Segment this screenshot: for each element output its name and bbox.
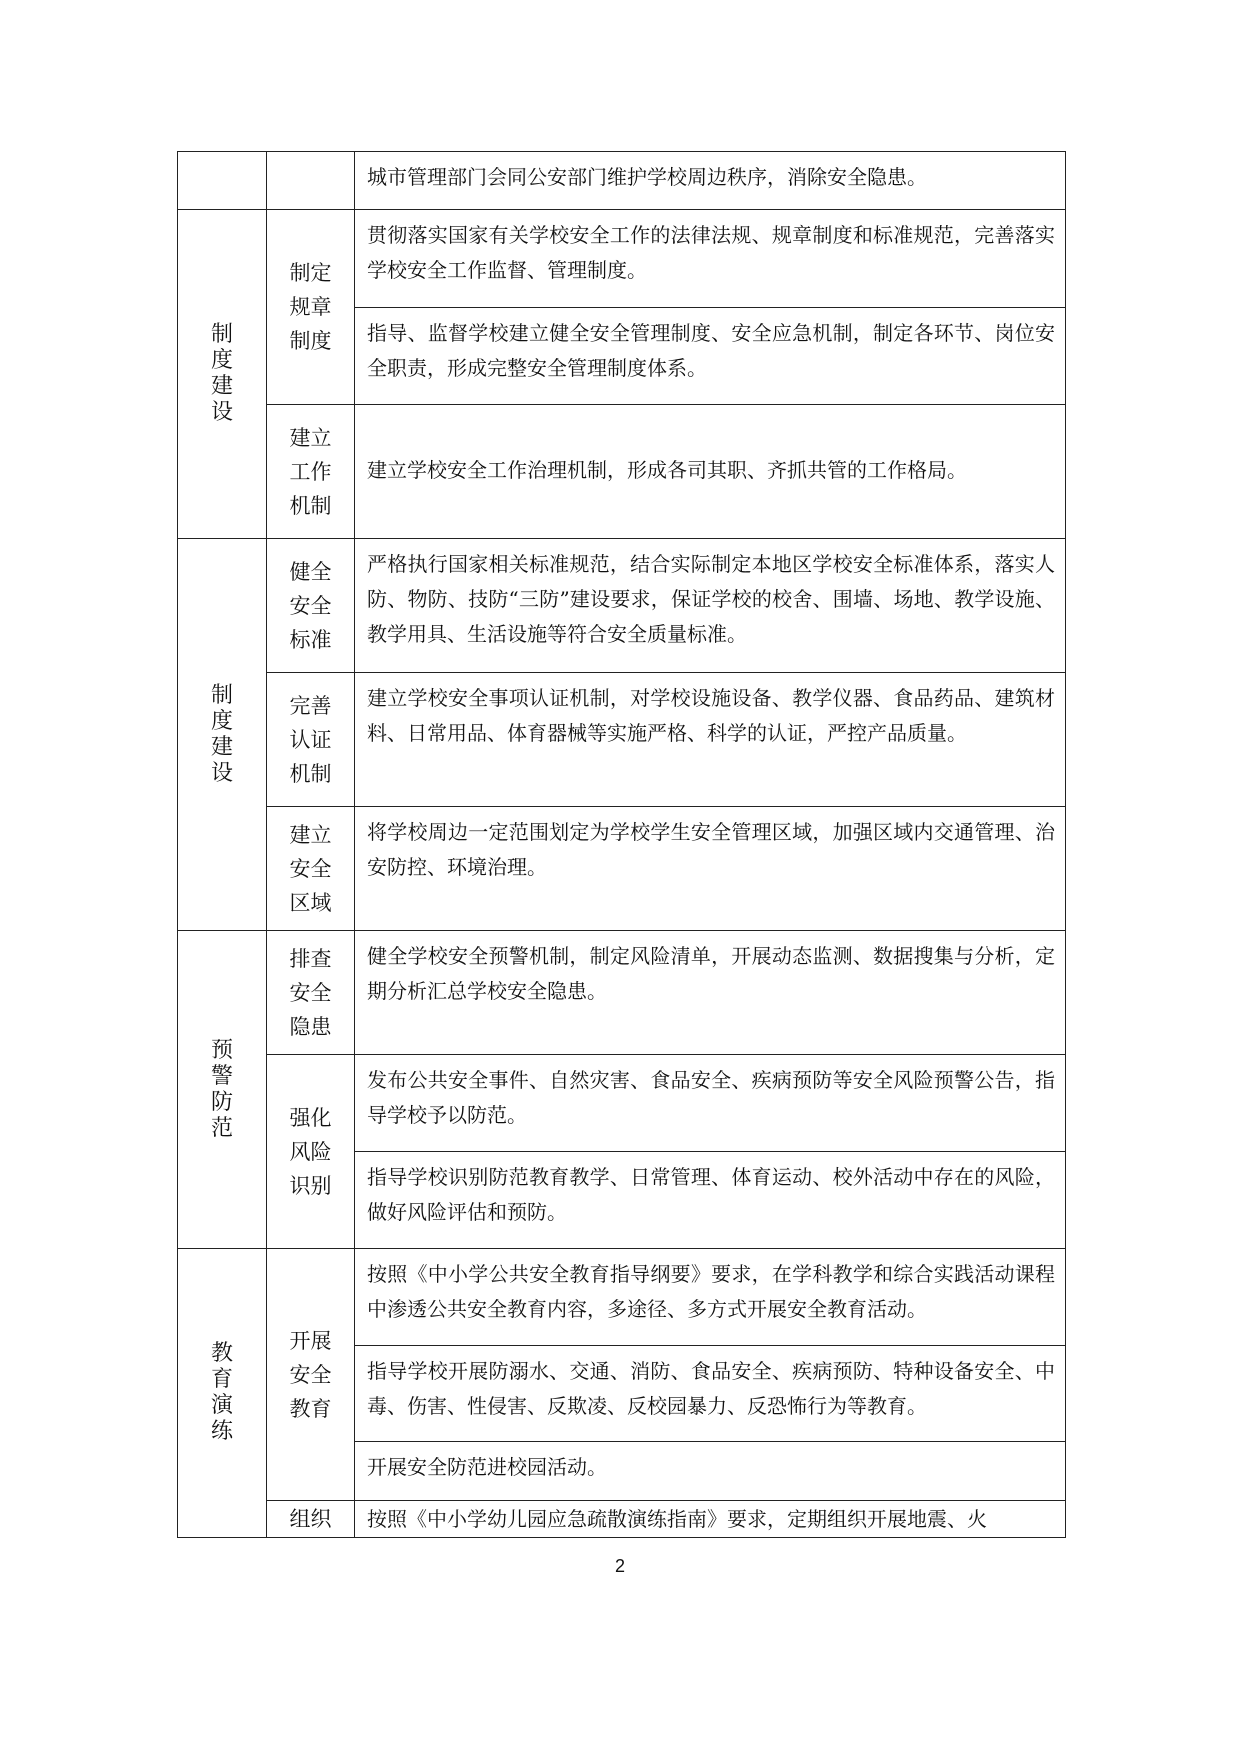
content-cell: 指导、监督学校建立健全安全管理制度、安全应急机制，制定各环节、岗位安全职责，形成完整安全管理制度体系。 <box>355 308 1066 405</box>
subcategory-cell <box>267 807 355 931</box>
subcategory-label: 健全安全标准 <box>289 559 332 652</box>
content-cell: 指导学校开展防溺水、交通、消防、食品安全、疾病预防、特种设备安全、中毒、伤害、性侵害、反欺凌、反校园暴力、反恐怖行为等教育。 <box>355 1346 1066 1442</box>
table-row <box>178 807 1066 931</box>
content-cell: 健全学校安全预警机制，制定风险清单，开展动态监测、数据搜集与分析，定期分析汇总学校安全隐患。 <box>355 931 1066 1055</box>
subcategory-label: 制定规章制度 <box>289 261 332 353</box>
table-row <box>178 405 1066 539</box>
content-cell: 发布公共安全事件、自然灾害、食品安全、疾病预防等安全风险预警公告，指导学校予以防范。 <box>355 1055 1066 1152</box>
subcategory-cell <box>267 673 355 807</box>
category-label: 教育演练 <box>210 1341 233 1444</box>
subcategory-cell-empty <box>267 152 355 210</box>
content-cell: 城市管理部门会同公安部门维护学校周边秩序，消除安全隐患。 <box>355 152 1066 210</box>
subcategory-cell <box>267 1055 355 1249</box>
content-cell: 建立学校安全工作治理机制，形成各司其职、齐抓共管的工作格局。 <box>355 405 1066 539</box>
subcategory-label: 开展安全教育 <box>289 1328 332 1421</box>
category-cell-empty <box>178 152 267 210</box>
content-cell: 将学校周边一定范围划定为学校学生安全管理区域，加强区域内交通管理、治安防控、环境治理。 <box>355 807 1066 931</box>
subcategory-label: 完善认证机制 <box>289 693 332 786</box>
category-cell <box>178 210 267 539</box>
category-label: 制度建设 <box>210 322 233 425</box>
content-cell: 指导学校识别防范教育教学、日常管理、体育运动、校外活动中存在的风险，做好风险评估和预防。 <box>355 1152 1066 1249</box>
table-row <box>178 1501 1066 1538</box>
table-row <box>178 1055 1066 1152</box>
category-cell <box>178 931 267 1249</box>
page-number: 2 <box>614 1556 625 1576</box>
category-label: 制度建设 <box>210 682 233 786</box>
content-cell: 建立学校安全事项认证机制，对学校设施设备、教学仪器、食品药品、建筑材料、日常用品、体育器械等实施严格、科学的认证，严控产品质量。 <box>355 673 1066 807</box>
content-cell: 按照《中小学公共安全教育指导纲要》要求，在学科教学和综合实践活动课程中渗透公共安全教育内容，多途径、多方式开展安全教育活动。 <box>355 1249 1066 1346</box>
category-label: 预警防范 <box>210 1037 233 1141</box>
subcategory-label: 组织 <box>289 1507 332 1531</box>
subcategory-label: 强化风险识别 <box>289 1105 332 1198</box>
subcategory-cell <box>267 539 355 673</box>
regulation-table <box>177 151 1066 1538</box>
subcategory-cell <box>267 405 355 539</box>
content-cell: 按照《中小学幼儿园应急疏散演练指南》要求，定期组织开展地震、火 <box>355 1501 1066 1538</box>
table-row <box>178 210 1066 308</box>
subcategory-label: 排查安全隐患 <box>289 946 332 1039</box>
content-cell: 严格执行国家相关标准规范，结合实际制定本地区学校安全标准体系，落实人防、物防、技防“三防”建设要求，保证学校的校舍、围墙、场地、教学设施、教学用具、生活设施等符合安全质量标准。 <box>355 539 1066 673</box>
table-row <box>178 931 1066 1055</box>
category-cell <box>178 1249 267 1538</box>
subcategory-label: 建立工作机制 <box>289 425 332 518</box>
subcategory-cell <box>267 1501 355 1538</box>
content-cell: 贯彻落实国家有关学校安全工作的法律法规、规章制度和标准规范，完善落实学校安全工作监督、管理制度。 <box>355 210 1066 308</box>
table-row <box>178 1249 1066 1346</box>
table-row <box>178 539 1066 673</box>
subcategory-cell <box>267 1249 355 1501</box>
subcategory-cell <box>267 931 355 1055</box>
content-cell: 开展安全防范进校园活动。 <box>355 1442 1066 1501</box>
table-row <box>178 673 1066 807</box>
category-cell <box>178 539 267 931</box>
subcategory-cell <box>267 210 355 405</box>
subcategory-label: 建立安全区域 <box>289 822 332 915</box>
table-row <box>178 152 1066 210</box>
